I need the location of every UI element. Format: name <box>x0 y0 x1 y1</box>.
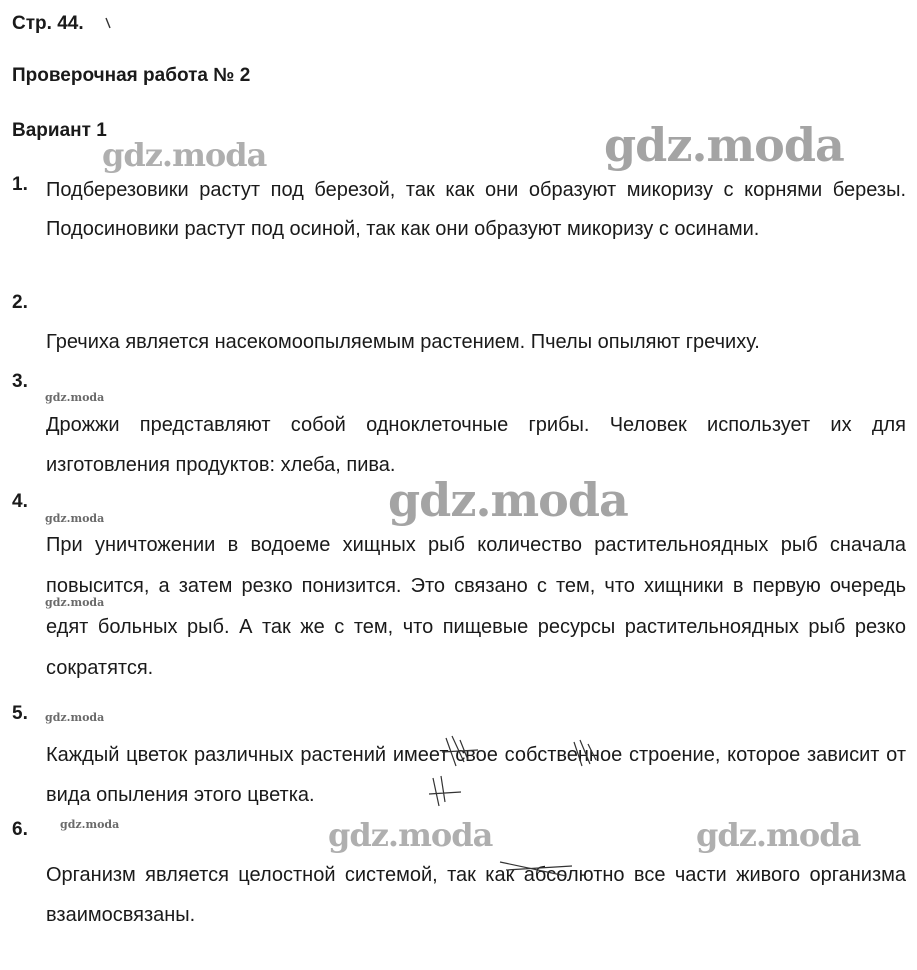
watermark: gdz.moda <box>45 711 105 724</box>
item-number-1: 1. <box>12 174 28 195</box>
variant-label: Вариант 1 <box>12 120 107 141</box>
item-text-4: При уничтожении в водоеме хищных рыб количество растительноядных рыб сначала повысится, а затем резко понизится. Это связано с тем, что хищники в первую очередь едят больных рыб. А так же с тем, что пищевые ресурсы растительноядных рыб резко сократятся. <box>46 534 906 679</box>
item-number-5: 5. <box>12 703 28 724</box>
watermark: gdz.moda <box>328 816 493 854</box>
watermark: gdz.moda <box>102 136 267 174</box>
scribble-mark <box>438 732 498 772</box>
item-text-3: Дрожжи представляют собой одноклеточные грибы. Человек использует их для изготовления продуктов: хлеба, пива. <box>46 414 906 476</box>
watermark: gdz.moda <box>60 818 120 831</box>
item-text-1: Подберезовики растут под березой, так как они образуют микоризу с корнями березы. Подосиновики растут под осиной, так как они образуют микоризу с осинами. <box>46 179 906 240</box>
item-number-6: 6. <box>12 819 28 840</box>
watermark: gdz.moda <box>45 596 105 609</box>
scribble-mark <box>425 772 471 812</box>
item-number-3: 3. <box>12 371 28 392</box>
watermark: gdz.moda <box>604 118 844 172</box>
scribble-mark <box>104 16 114 30</box>
scribble-mark <box>496 856 576 886</box>
item-text-5: Каждый цветок различных растений имеет свое собственное строение, которое зависит от вида опыления этого цветка. <box>46 744 906 806</box>
item-number-2: 2. <box>12 292 28 313</box>
page-label: Стр. 44. <box>12 13 84 34</box>
watermark: gdz.moda <box>696 816 861 854</box>
item-text-6: Организм является целостной системой, так как абсолютно все части живого организма взаимосвязаны. <box>46 864 906 926</box>
item-text-2: Гречиха является насекомоопыляемым растением. Пчелы опыляют гречиху. <box>46 331 760 353</box>
scribble-mark <box>568 734 618 774</box>
watermark: gdz.moda <box>45 391 105 404</box>
watermark: gdz.moda <box>388 473 628 527</box>
watermark: gdz.moda <box>45 512 105 525</box>
work-title: Проверочная работа № 2 <box>12 65 251 86</box>
item-number-4: 4. <box>12 491 28 512</box>
